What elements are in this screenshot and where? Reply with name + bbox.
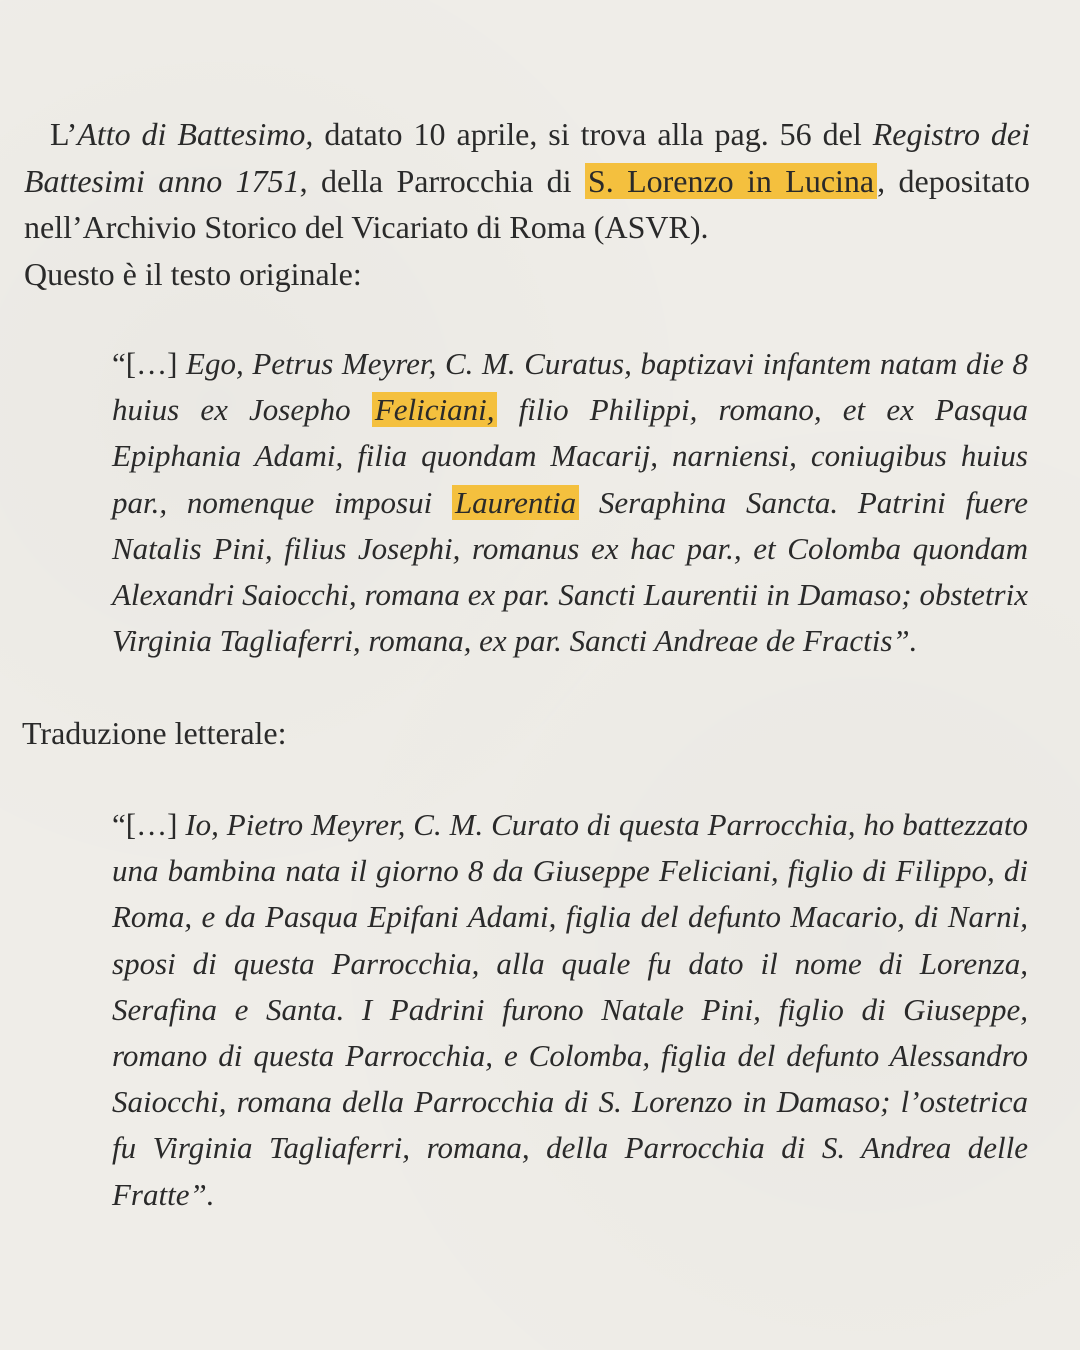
register-title: Registro dei Battesimi anno 1751 xyxy=(24,116,1031,199)
translation-text: Io, Pietro Meyrer, C. M. Curato di questa Parrocchia, ho battezzato una bambina nata il giorno 8 da Giuseppe Feliciani, figlio di Filippo, di Roma, e da Pasqua Epifani Adami, figlia del defunto Macario, di Narni, sposi di questa Parrocchia, alla quale fu dato il nome di Lorenza, Serafina e Santa. I Padrini furono Natale Pini, figlio di Giuseppe, romano di questa Parrocchia, e Colomba, figlia del defunto Alessandro Saiocchi, romana della Parrocchia di S. Lorenzo in Damaso; l’ostetrica fu Virginia Tagliaferri, romana, della Parrocchia di S. Andrea delle Fratte”. xyxy=(112,807,1028,1212)
original-text-2: filio Philippi, romano, et ex Pasqua Epiphania Adami, filia quondam Macarij, narniensi, coniugibus huius par., nomenque imposui xyxy=(112,392,1029,520)
original-text-3: Seraphina Sancta. Patrini fuere Natalis Pini, filius Josephi, romanus ex hac par., et Colomba quondam Alexandri Saiocchi, romana ex par. Sancti Laurentii in Damaso; obstetrix Virginia Tagliaferri, romana, ex par. Sancti Andreae de Fractis”. xyxy=(112,484,1028,659)
translation-quote xyxy=(112,802,1028,1218)
original-latin-quote xyxy=(112,341,1028,664)
name-highlight: Laurentia xyxy=(452,485,579,520)
parish-highlight: S. Lorenzo in Lucina xyxy=(585,163,877,199)
document-title: Atto di Battesimo, xyxy=(77,116,314,152)
intro-text-2: , della Parrocchia di xyxy=(299,162,585,199)
intro-text-3: , depositato nell’Archivio Storico del Vicariato di Roma (ASVR). xyxy=(24,162,1031,245)
quote-open-translation: “[…] xyxy=(112,807,186,842)
translation-heading: Traduzione letterale: xyxy=(22,715,287,751)
original-text-1: Ego, Petrus Meyrer, C. M. Curatus, baptizavi infantem natam die 8 huius ex Josepho xyxy=(112,346,1029,428)
intro-paragraph xyxy=(24,111,1030,297)
intro-line-2: Questo è il testo originale: xyxy=(24,255,362,292)
intro-prefix: L’ xyxy=(50,116,78,152)
intro-text-1: datato 10 aprile, si trova alla pag. 56 del xyxy=(313,116,873,152)
surname-highlight: Feliciani, xyxy=(372,392,498,427)
quote-open-original: “[…] xyxy=(112,346,187,381)
